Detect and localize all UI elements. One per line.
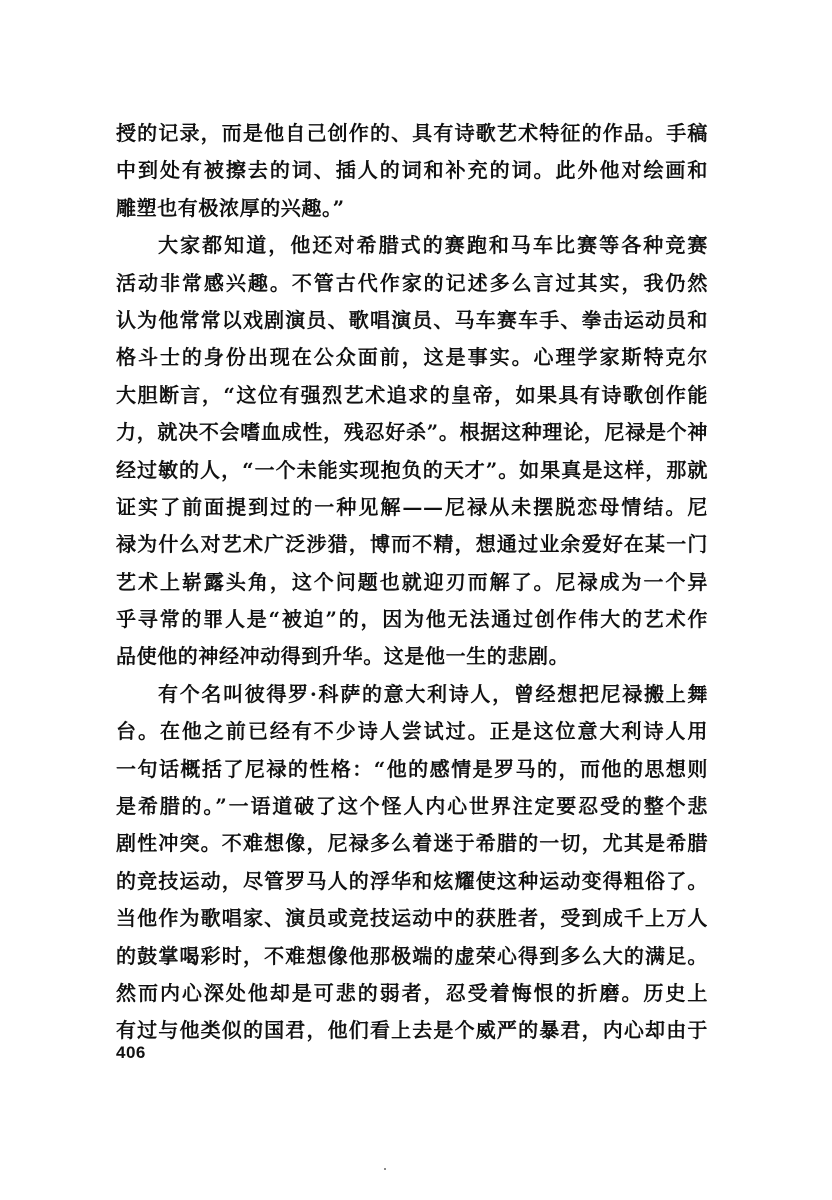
text-line: 力，就决不会嗜血成性，残忍好杀”。根据这种理论，尼禄是个神	[116, 420, 708, 445]
text-line: 授的记录，而是他自己创作的、具有诗歌艺术特征的作品。手稿	[116, 121, 708, 145]
text-line: 是希腊的。”一语道破了这个怪人内心世界注定要忍受的整个悲	[116, 794, 708, 819]
paragraph-start-line: 有个名叫彼得罗·科萨的意大利诗人，曾经想把尼禄搬上舞	[158, 681, 708, 706]
text-line: 艺术上崭露头角，这个问题也就迎刃而解了。尼禄成为一个异	[116, 569, 708, 594]
body-text	[116, 115, 708, 1050]
text-line: 中到处有被擦去的词、插人的词和补充的词。此外他对绘画和	[116, 158, 708, 183]
text-line: 一句话概括了尼禄的性格：“他的感情是罗马的，而他的思想则	[116, 756, 708, 781]
text-line: 证实了前面提到过的一种见解——尼禄从未摆脱恋母情结。尼	[116, 494, 708, 519]
text-line: 禄为什么对艺术广泛涉猎，博而不精，想通过业余爱好在某一门	[116, 532, 708, 557]
text-line: 当他作为歌唱家、演员或竞技运动中的获胜者，受到成千上万人	[116, 906, 708, 931]
text-line: 的鼓掌喝彩时，不难想像他那极端的虚荣心得到多么大的满足。	[116, 943, 708, 968]
paragraph-start-line: 大家都知道，他还对希腊式的赛跑和马车比赛等各种竞赛	[158, 233, 708, 258]
scan-speck	[384, 1168, 386, 1170]
text-line: 活动非常感兴趣。不管古代作家的记述多么言过其实，我仍然	[116, 270, 708, 295]
page-number: 406	[116, 1043, 146, 1062]
text-line: 有过与他类似的国君，他们看上去是个威严的暴君，内心却由于	[116, 1018, 708, 1043]
text-line: 格斗士的身份出现在公众面前，这是事实。心理学家斯特克尔	[116, 345, 708, 370]
text-line: 台。在他之前已经有不少诗人尝试过。正是这位意大利诗人用	[116, 719, 708, 744]
text-line: 的竞技运动，尽管罗马人的浮华和炫耀使这种运动变得粗俗了。	[116, 868, 708, 893]
text-line: 雕塑也有极浓厚的兴趣。”	[116, 195, 345, 220]
text-line: 经过敏的人，“一个未能实现抱负的天才”。如果真是这样，那就	[116, 457, 708, 482]
text-line: 剧性冲突。不难想像，尼禄多么着迷于希腊的一切，尤其是希腊	[116, 831, 708, 856]
text-line: 然而内心深处他却是可悲的弱者，忍受着悔恨的折磨。历史上	[116, 980, 708, 1005]
text-line: 大胆断言，“这位有强烈艺术追求的皇帝，如果具有诗歌创作能	[116, 382, 708, 407]
text-line: 乎寻常的罪人是“被迫”的，因为他无法通过创作伟大的艺术作	[116, 607, 708, 632]
text-line: 认为他常常以戏剧演员、歌唱演员、马车赛车手、拳击运动员和	[116, 307, 708, 332]
text-line: 品使他的神经冲动得到升华。这是他一生的悲剧。	[116, 644, 570, 669]
